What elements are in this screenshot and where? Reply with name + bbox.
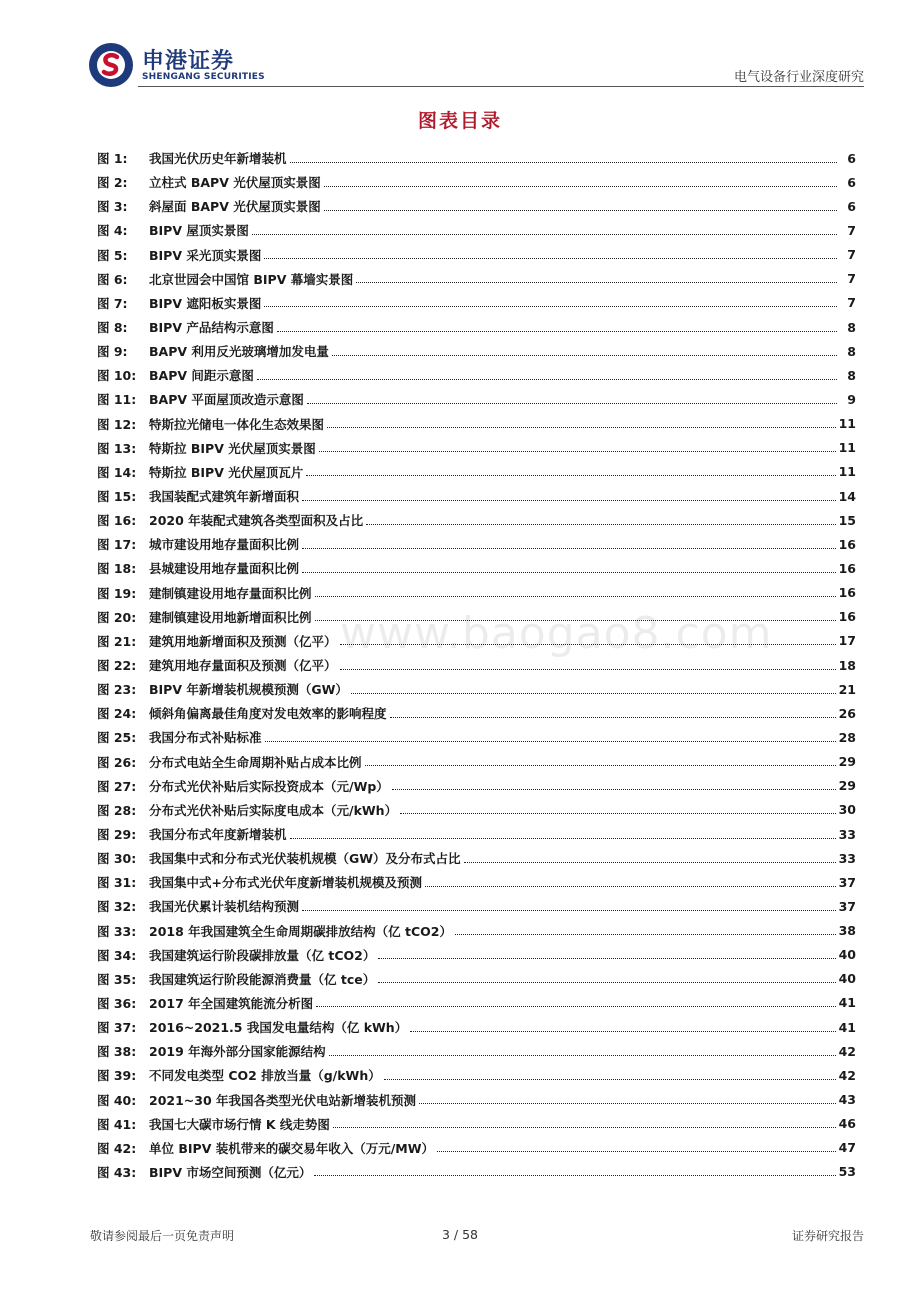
toc-dot-leader (327, 427, 836, 428)
toc-entry-page: 33 (838, 850, 856, 866)
toc-entry[interactable] (97, 1136, 856, 1160)
toc-entry-title: 建筑用地新增面积及预测（亿平） (149, 633, 337, 649)
toc-dot-leader (302, 572, 836, 573)
toc-entry-page: 8 (847, 319, 856, 335)
toc-entry-title: BAPV 利用反光玻璃增加发电量 (149, 344, 329, 360)
toc-entry-number: 图 16: (97, 513, 137, 529)
toc-dot-leader (315, 596, 836, 597)
brand-name-cn: 申港证券 (142, 49, 235, 74)
toc-entry-page: 53 (838, 1164, 856, 1180)
toc-entry-page: 11 (838, 464, 856, 480)
toc-entry-title: 2020 年装配式建筑各类型面积及占比 (149, 513, 364, 529)
toc-entry-number: 图 15: (97, 489, 137, 505)
toc-dot-leader (392, 789, 836, 790)
toc-entry-title: BIPV 屋顶实景图 (149, 223, 249, 239)
toc-dot-leader (340, 644, 836, 645)
toc-entry[interactable] (97, 1063, 856, 1087)
toc-dot-leader (378, 958, 835, 959)
toc-entry-number: 图 41: (97, 1116, 137, 1132)
toc-entry-page: 47 (838, 1140, 856, 1156)
toc-dot-leader (324, 186, 837, 187)
toc-entry-title: BIPV 采光顶实景图 (149, 247, 262, 263)
toc-entry-page: 6 (847, 150, 856, 166)
toc-entry-page: 15 (838, 512, 856, 528)
toc-entry[interactable] (97, 315, 856, 339)
toc-entry-title: 2016~2021.5 我国发电量结构（亿 kWh） (149, 1020, 408, 1036)
toc-entry-page: 37 (838, 874, 856, 890)
toc-dot-leader (302, 910, 836, 911)
toc-entry-title: 县城建设用地存量面积比例 (149, 561, 300, 577)
toc-dot-leader (419, 1103, 836, 1104)
toc-entry-page: 7 (847, 222, 856, 238)
toc-entry[interactable] (97, 243, 856, 267)
toc-entry-title: 建制镇建设用地存量面积比例 (149, 585, 312, 601)
toc-entry-title: 北京世园会中国馆 BIPV 幕墙实景图 (149, 271, 354, 287)
toc-entry-number: 图 43: (97, 1164, 137, 1180)
toc-entry[interactable] (97, 532, 856, 556)
toc-dot-leader (390, 717, 836, 718)
toc-entry-number: 图 8: (97, 320, 128, 336)
toc-entry[interactable] (97, 846, 856, 870)
toc-dot-leader (302, 548, 836, 549)
toc-entry[interactable] (97, 798, 856, 822)
toc-entry-title: 分布式光伏补贴后实际度电成本（元/kWh） (149, 802, 398, 818)
toc-dot-leader (410, 1031, 835, 1032)
toc-entry-page: 6 (847, 174, 856, 190)
toc-dot-leader (351, 693, 836, 694)
toc-entry-title: 我国分布式补贴标准 (149, 730, 262, 746)
toc-dot-leader (425, 886, 836, 887)
toc-entry[interactable] (97, 412, 856, 436)
toc-entry-number: 图 29: (97, 827, 137, 842)
toc-entry-title: 我国七大碳市场行情 K 线走势图 (149, 1116, 330, 1132)
toc-entry-title: 分布式电站全生命周期补贴占成本比例 (149, 754, 362, 770)
toc-entry[interactable] (97, 581, 856, 605)
toc-entry-title: 倾斜角偏离最佳角度对发电效率的影响程度 (149, 706, 387, 722)
toc-entry-number: 图 31: (97, 875, 137, 891)
toc-entry-page: 17 (838, 633, 856, 649)
toc-dot-leader (302, 500, 836, 501)
toc-dot-leader (324, 210, 837, 211)
toc-entry[interactable] (97, 387, 856, 411)
toc-entry-title: 特斯拉 BIPV 光伏屋顶瓦片 (149, 464, 304, 480)
toc-entry-page: 42 (838, 1043, 856, 1059)
toc-entry-page: 29 (838, 778, 856, 794)
toc-entry[interactable] (97, 919, 856, 943)
toc-dot-leader (366, 524, 835, 525)
toc-entry[interactable] (97, 170, 856, 194)
toc-entry-page: 46 (838, 1116, 856, 1132)
toc-entry-number: 图 9: (97, 344, 128, 360)
toc-entry-title: 我国集中式和分布式光伏装机规模（GW）及分布式占比 (149, 851, 461, 867)
toc-entry-number: 图 40: (97, 1092, 137, 1108)
toc-dot-leader (329, 1055, 836, 1056)
toc-entry-title: 我国光伏累计装机结构预测 (149, 899, 300, 915)
toc-entry-page: 11 (838, 440, 856, 456)
toc-entry-number: 图 33: (97, 923, 137, 939)
toc-entry-title: BIPV 年新增装机规模预测（GW） (149, 682, 348, 698)
toc-dot-leader (307, 403, 837, 404)
toc-entry-page: 42 (838, 1067, 856, 1083)
toc-entry-page: 33 (838, 826, 856, 842)
toc-entry[interactable] (97, 701, 856, 725)
toc-entry-title: 立柱式 BAPV 光伏屋顶实景图 (149, 175, 321, 191)
toc-entry-title: 2019 年海外部分国家能源结构 (149, 1044, 326, 1060)
toc-entry-title: 单位 BIPV 装机带来的碳交易年收入（万元/MW） (149, 1140, 435, 1156)
toc-dot-leader (290, 838, 836, 839)
toc-entry-number: 图 32: (97, 899, 137, 915)
toc-entry[interactable] (97, 267, 856, 291)
toc-dot-leader (332, 355, 837, 356)
toc-entry[interactable] (97, 460, 856, 484)
toc-entry[interactable] (97, 339, 856, 363)
toc-dot-leader (464, 862, 836, 863)
toc-entry-page: 16 (838, 609, 856, 625)
toc-entry-page: 11 (838, 416, 856, 432)
toc-dot-leader (400, 813, 836, 814)
toc-entry-number: 图 3: (97, 199, 128, 215)
toc-entry-page: 18 (838, 657, 856, 673)
toc-entry[interactable] (97, 556, 856, 580)
toc-entry-number: 图 23: (97, 682, 137, 698)
toc-entry-page: 6 (847, 198, 856, 214)
toc-entry-title: 建筑用地存量面积及预测（亿平） (149, 658, 337, 674)
toc-entry[interactable] (97, 436, 856, 460)
toc-dot-leader (365, 765, 836, 766)
toc-entry-title: 特斯拉 BIPV 光伏屋顶实景图 (149, 440, 316, 456)
footer-page-indicator: 3 / 58 (441, 1227, 479, 1242)
toc-entry-page: 38 (838, 923, 856, 939)
toc-entry-number: 图 4: (97, 223, 128, 239)
toc-entry[interactable] (97, 1112, 856, 1136)
toc-dot-leader (455, 934, 836, 935)
toc-entry-page: 8 (847, 343, 856, 359)
toc-entry-title: 建制镇建设用地新增面积比例 (149, 609, 312, 625)
toc-entry-page: 43 (838, 1092, 856, 1108)
toc-entry[interactable] (97, 1015, 856, 1039)
toc-entry-title: 城市建设用地存量面积比例 (149, 537, 300, 553)
toc-entry-number: 图 42: (97, 1140, 137, 1156)
toc-entry-number: 图 26: (97, 754, 137, 770)
toc-entry-title: 2018 年我国建筑全生命周期碳排放结构（亿 tCO2） (149, 923, 452, 939)
toc-entry-number: 图 6: (97, 271, 128, 287)
toc-entry-page: 30 (838, 802, 856, 818)
toc-dot-leader (264, 258, 837, 259)
toc-entry-title: 我国建筑运行阶段碳排放量（亿 tCO2） (149, 947, 376, 963)
footer-report-type: 证券研究报告 (791, 1229, 864, 1243)
toc-title: 图表目录 (417, 110, 502, 132)
toc-entry-page: 21 (838, 681, 856, 697)
toc-dot-leader (378, 982, 835, 983)
toc-entry-page: 7 (847, 247, 856, 263)
toc-dot-leader (356, 282, 837, 283)
toc-dot-leader (437, 1151, 836, 1152)
toc-dot-leader (319, 451, 836, 452)
toc-entry-number: 图 1: (97, 151, 128, 167)
toc-dot-leader (264, 306, 837, 307)
toc-entry-page: 26 (838, 705, 856, 721)
toc-entry-page: 16 (838, 585, 856, 601)
toc-entry[interactable] (97, 774, 856, 798)
toc-entry[interactable] (97, 677, 856, 701)
toc-dot-leader (316, 1006, 835, 1007)
toc-entry-page: 41 (838, 1019, 856, 1035)
toc-entry-number: 图 2: (97, 175, 128, 191)
toc-entry-number: 图 17: (97, 537, 137, 553)
toc-entry-page: 16 (838, 536, 856, 552)
toc-entry-title: BIPV 遮阳板实景图 (149, 295, 262, 311)
toc-entry-page: 8 (847, 367, 856, 383)
toc-dot-leader (384, 1079, 836, 1080)
toc-entry-number: 图 20: (97, 609, 137, 625)
toc-dot-leader (333, 1127, 836, 1128)
toc-entry-number: 图 22: (97, 658, 137, 674)
toc-dot-leader (290, 162, 837, 163)
toc-entry[interactable] (97, 1039, 856, 1063)
toc-entry[interactable] (97, 750, 856, 774)
toc-entry-title: 不同发电类型 CO2 排放当量（g/kWh） (149, 1068, 381, 1084)
toc-entry-page: 28 (838, 729, 856, 745)
toc-entry-number: 图 21: (97, 633, 137, 649)
toc-entry-number: 图 11: (97, 392, 137, 408)
toc-entry-number: 图 10: (97, 368, 137, 384)
toc-entry-number: 图 36: (97, 995, 137, 1011)
toc-entry-number: 图 27: (97, 778, 137, 794)
footer-disclaimer: 敬请参阅最后一页免责声明 (90, 1229, 235, 1243)
toc-entry-title: BIPV 产品结构示意图 (149, 320, 274, 336)
toc-entry-title: 我国分布式年度新增装机 (149, 827, 287, 842)
toc-entry-page: 29 (838, 754, 856, 770)
toc-entry[interactable] (97, 967, 856, 991)
toc-entry[interactable] (97, 484, 856, 508)
toc-entry-page: 7 (847, 271, 856, 287)
brand-name-en: SHENGANG SECURITIES (142, 72, 265, 82)
toc-entry[interactable] (97, 943, 856, 967)
toc-entry[interactable] (97, 605, 856, 629)
toc-entry-page: 37 (838, 898, 856, 914)
shengang-logo-icon (88, 42, 134, 88)
toc-dot-leader (277, 331, 837, 332)
toc-entry[interactable] (97, 725, 856, 749)
header-divider (138, 86, 864, 87)
toc-entry-title: 特斯拉光储电一体化生态效果图 (149, 416, 325, 432)
figure-toc-list (97, 146, 856, 1184)
toc-entry-title: 斜屋面 BAPV 光伏屋顶实景图 (149, 199, 321, 215)
toc-dot-leader (314, 1175, 835, 1176)
toc-entry-title: 2017 年全国建筑能流分析图 (149, 995, 314, 1011)
toc-entry-number: 图 12: (97, 416, 137, 432)
toc-entry-title: 我国装配式建筑年新增面积 (149, 489, 300, 505)
toc-entry[interactable] (97, 1087, 856, 1111)
toc-dot-leader (257, 379, 837, 380)
toc-entry[interactable] (97, 363, 856, 387)
toc-entry-title: 我国光伏历史年新增装机 (149, 151, 287, 167)
toc-entry[interactable] (97, 822, 856, 846)
toc-entry-number: 图 24: (97, 706, 137, 722)
toc-dot-leader (315, 620, 836, 621)
toc-entry[interactable] (97, 218, 856, 242)
toc-entry[interactable] (97, 1160, 856, 1184)
toc-entry[interactable] (97, 991, 856, 1015)
toc-entry[interactable] (97, 508, 856, 532)
toc-entry-title: BAPV 间距示意图 (149, 368, 254, 384)
toc-dot-leader (252, 234, 837, 235)
toc-entry-page: 16 (838, 560, 856, 576)
toc-entry-page: 40 (838, 971, 856, 987)
toc-entry-page: 7 (847, 295, 856, 311)
toc-entry[interactable] (97, 194, 856, 218)
toc-entry-number: 图 13: (97, 440, 137, 456)
toc-entry-page: 41 (838, 995, 856, 1011)
toc-entry-page: 9 (847, 391, 856, 407)
toc-entry-number: 图 19: (97, 585, 137, 601)
toc-entry-number: 图 37: (97, 1020, 137, 1036)
toc-entry-number: 图 28: (97, 802, 137, 818)
toc-entry[interactable] (97, 291, 856, 315)
watermark: www.baogao8.com (340, 608, 773, 659)
toc-entry-page: 14 (838, 488, 856, 504)
toc-entry-number: 图 14: (97, 464, 137, 480)
toc-entry[interactable] (97, 629, 856, 653)
toc-entry-number: 图 39: (97, 1068, 137, 1084)
toc-entry-page: 40 (838, 947, 856, 963)
toc-entry-number: 图 25: (97, 730, 137, 746)
toc-entry-number: 图 34: (97, 947, 137, 963)
toc-entry-number: 图 38: (97, 1044, 137, 1060)
toc-entry-title: 分布式光伏补贴后实际投资成本（元/Wp） (149, 778, 389, 794)
toc-entry[interactable] (97, 653, 856, 677)
toc-entry[interactable] (97, 146, 856, 170)
toc-dot-leader (340, 669, 836, 670)
page-header (0, 0, 920, 92)
toc-entry-title: BAPV 平面屋顶改造示意图 (149, 392, 304, 408)
toc-entry-number: 图 30: (97, 851, 137, 867)
toc-entry-number: 图 7: (97, 295, 128, 311)
toc-entry[interactable] (97, 870, 856, 894)
toc-dot-leader (265, 741, 836, 742)
toc-entry[interactable] (97, 894, 856, 918)
toc-entry-number: 图 35: (97, 971, 137, 987)
toc-entry-title: 2021~30 年我国各类型光伏电站新增装机预测 (149, 1092, 417, 1108)
toc-entry-number: 图 18: (97, 561, 137, 577)
toc-entry-title: 我国建筑运行阶段能源消费量（亿 tce） (149, 971, 376, 987)
toc-entry-title: 我国集中式+分布式光伏年度新增装机规模及预测 (149, 875, 422, 891)
report-category: 电气设备行业深度研究 (733, 70, 864, 85)
toc-entry-number: 图 5: (97, 247, 128, 263)
toc-entry-title: BIPV 市场空间预测（亿元） (149, 1164, 312, 1180)
toc-dot-leader (306, 475, 835, 476)
